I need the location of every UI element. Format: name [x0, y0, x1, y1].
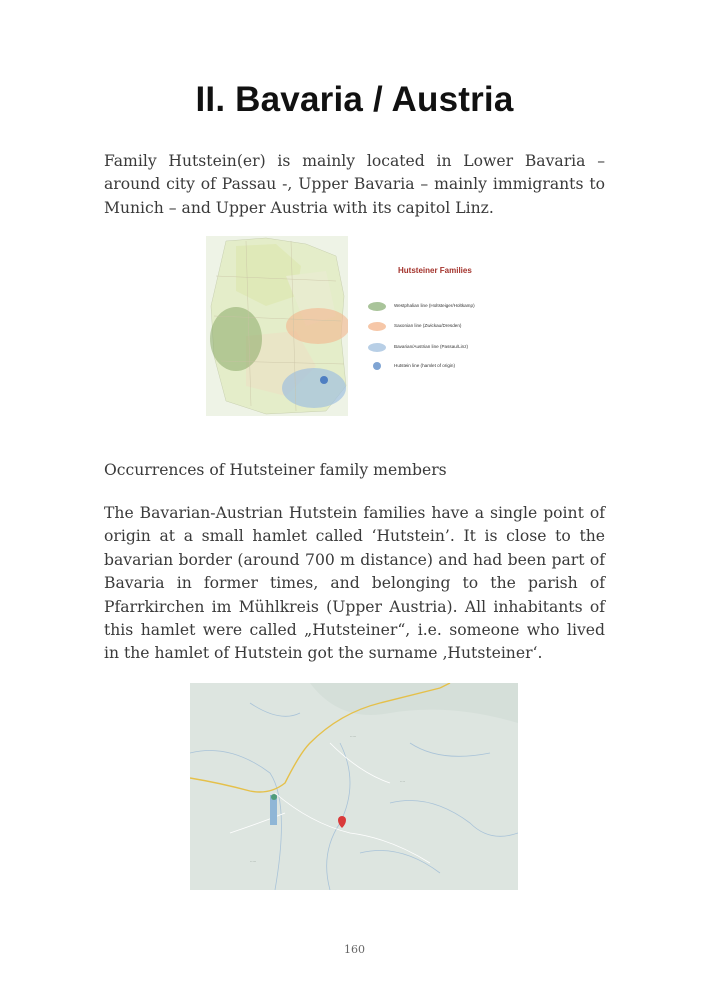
svg-text:·····: ·····	[350, 734, 357, 739]
legend-item	[366, 302, 516, 312]
page-number: 160	[344, 943, 365, 956]
legend-item	[366, 362, 516, 372]
saxonian-ellipse	[286, 308, 348, 344]
bavarian-ellipse	[282, 368, 346, 408]
terrain-map-graphic	[190, 683, 518, 890]
families-map-figure	[206, 236, 516, 416]
section-heading: Occurrences of Hutsteiner family members	[104, 461, 447, 479]
legend-swatch	[368, 322, 386, 331]
map-graphic	[206, 236, 348, 416]
svg-text:·····: ·····	[250, 859, 257, 864]
legend-item	[366, 343, 516, 353]
hutstein-location-map	[190, 683, 518, 890]
legend-item	[366, 322, 516, 332]
intro-paragraph: Family Hutstein(er) is mainly located in Lower Bavaria – around city of Passau -, Upper Bavaria – mainly immigrants to Munich – and Upper Austria with its capitol Linz.	[104, 152, 605, 217]
legend-label: Hutstein line (hamlet of origin)	[394, 363, 456, 368]
hutstein-dot	[320, 376, 328, 384]
legend-label: Saxonian line (Zwickau/Dresden)	[394, 323, 462, 328]
page-title: II. Bavaria / Austria	[195, 80, 514, 119]
legend-label: Bavarian/Austrian line (Passau/Linz)	[394, 344, 469, 349]
legend-swatch	[373, 362, 381, 370]
germany-austria-map	[206, 236, 348, 416]
legend-swatch	[368, 343, 386, 352]
legend-label: Westphalian line (Holtsteiger/Holtkamp)	[394, 303, 475, 308]
body-paragraph: The Bavarian-Austrian Hutstein families have a single point of origin at a small hamlet called ‘Hutstein’. It is close to the bavarian border (around 700 m distance) and had been part of Bavaria in former times, and belonging to the parish of Pfarrkirchen im Mühlkreis (Upper Austria). All inhabitants of this hamlet were called „Hutsteiner“, i.e. someone who lived in the hamlet of Hutstein got the surname ‚Hutsteiner‘.	[104, 504, 605, 663]
legend-swatch	[368, 302, 386, 311]
legend-title: Hutsteiner Families	[398, 266, 472, 275]
svg-text:····: ····	[400, 779, 406, 784]
